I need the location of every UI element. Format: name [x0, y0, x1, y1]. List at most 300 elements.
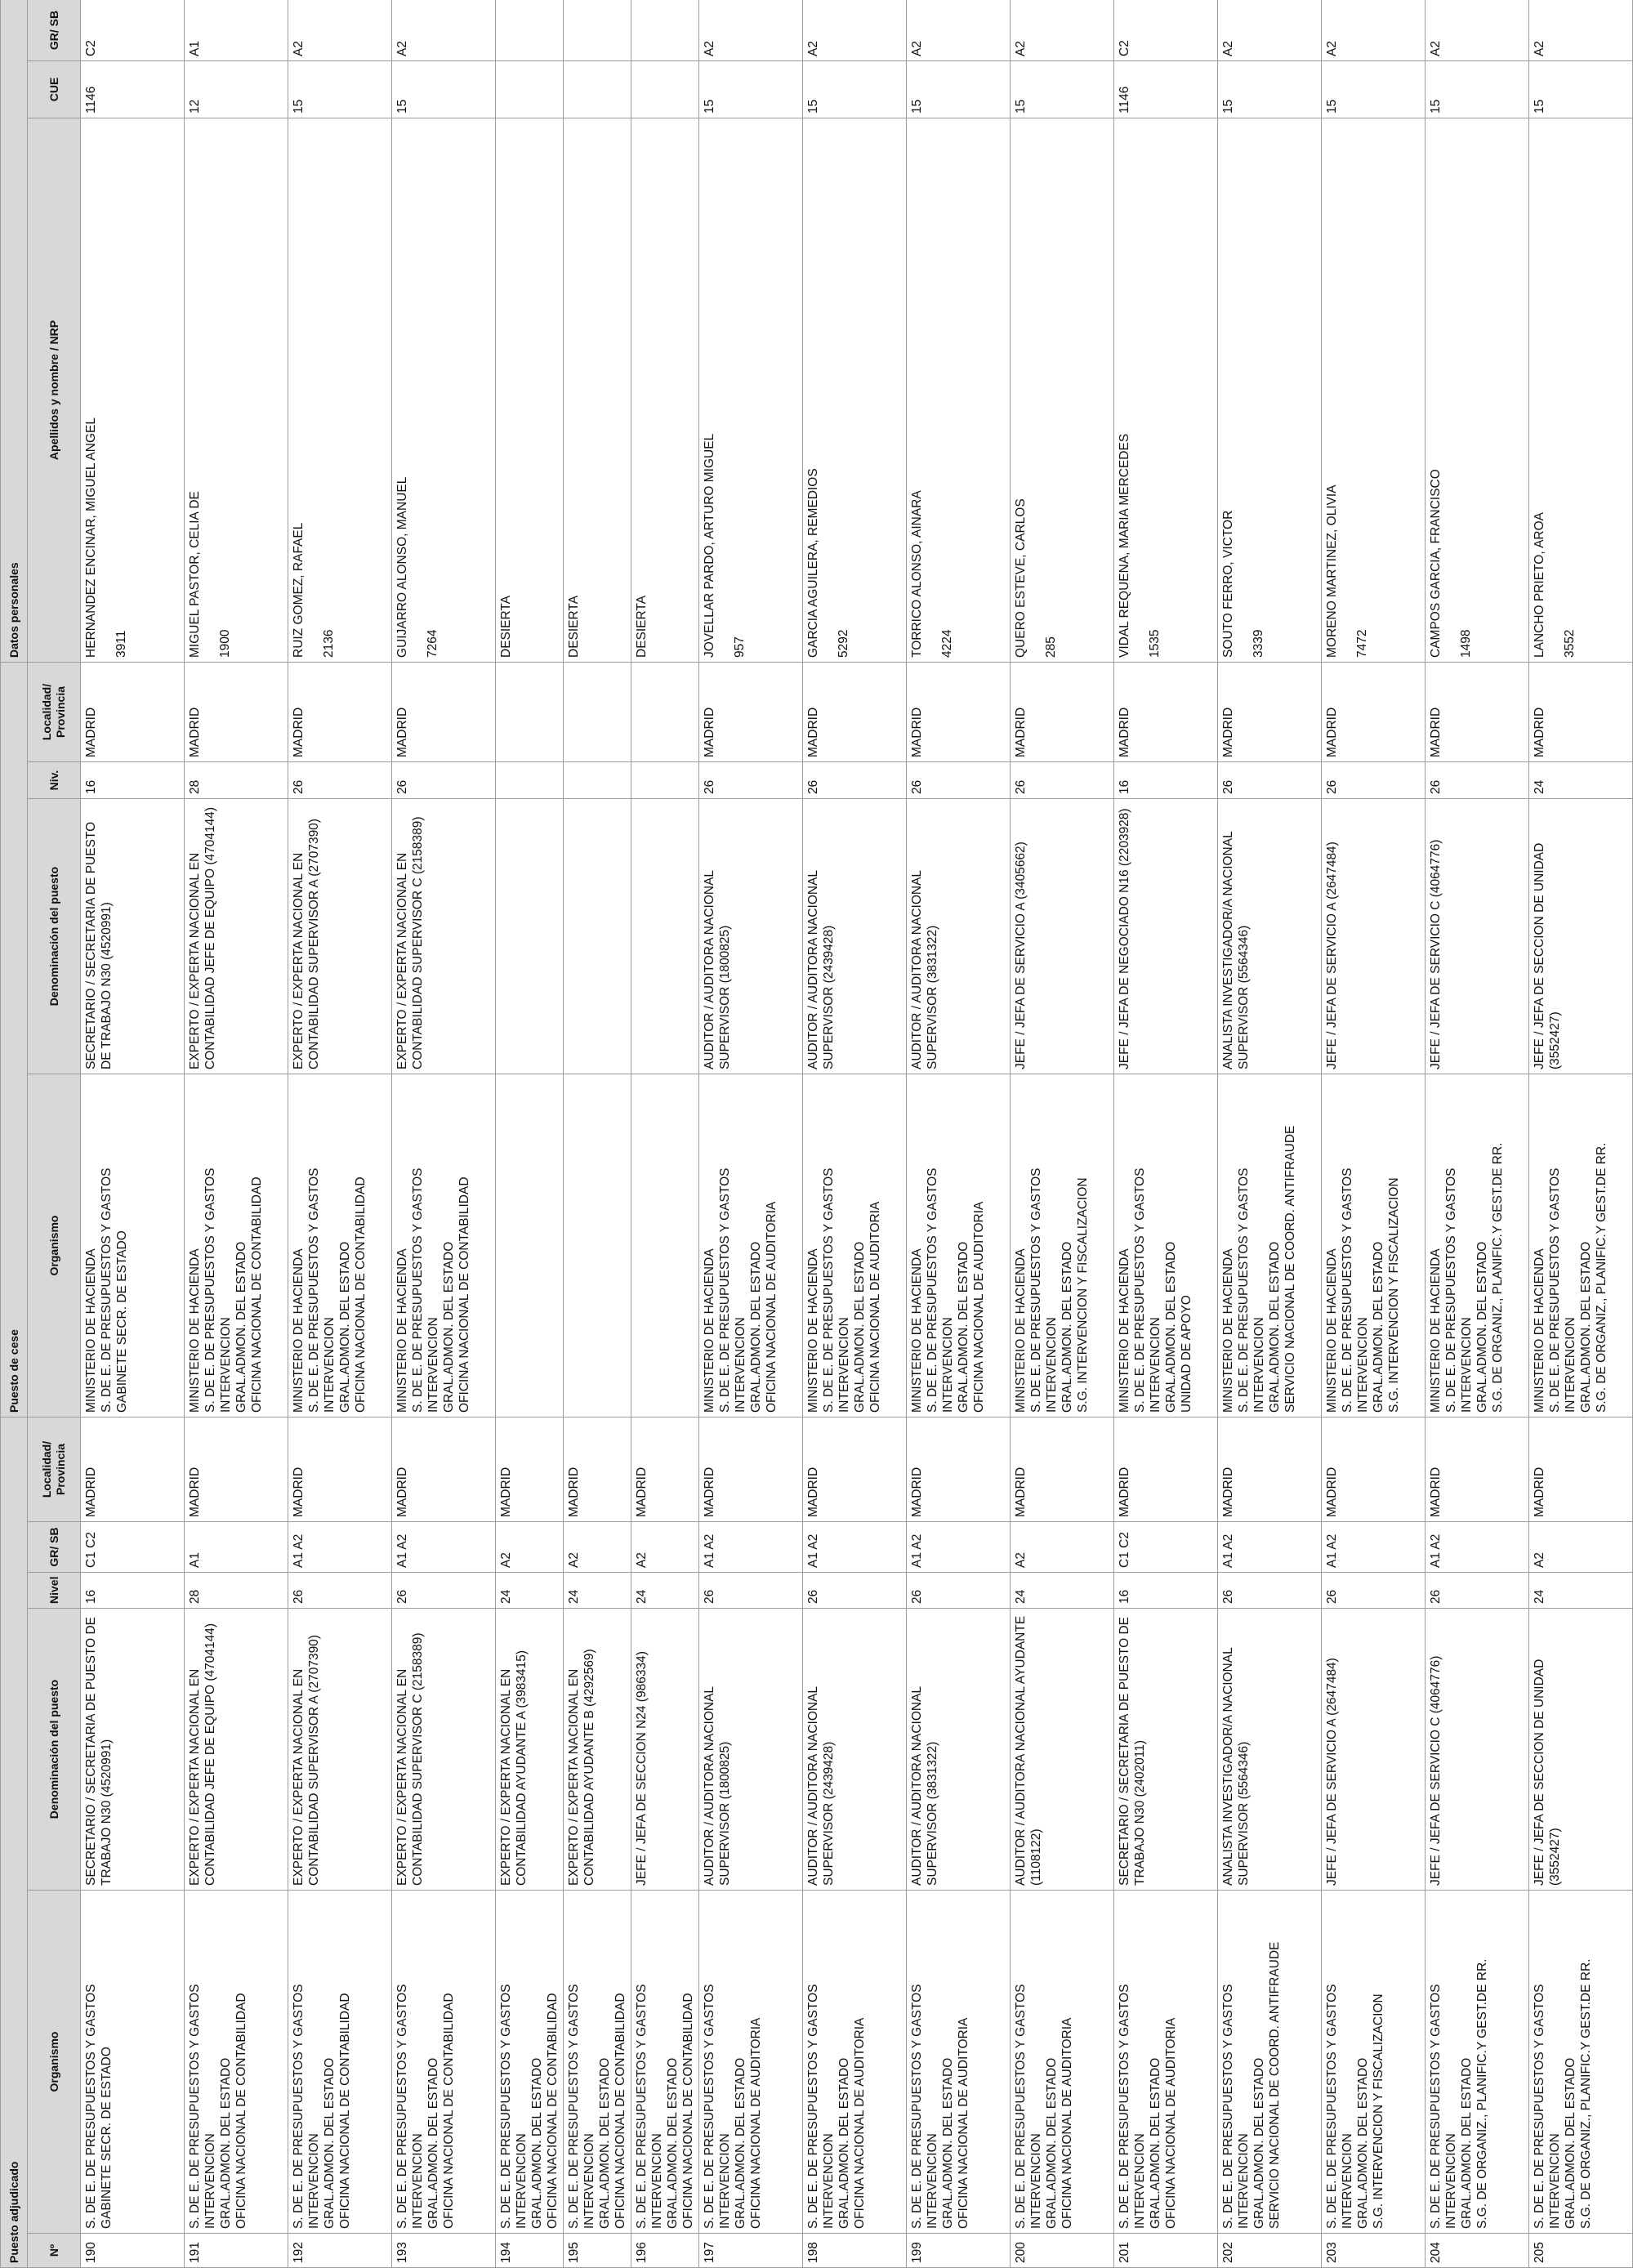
cese-niv-cell: 16: [81, 762, 185, 799]
table-row: [907, 0, 1011, 2268]
col-nivel: Nivel: [28, 1573, 81, 1609]
column-header-row: [28, 0, 81, 2268]
organismo-cell-line: OFICINA NACIONAL DE AUDITORIA: [1060, 2017, 1074, 2229]
person-name: LANCHO PRIETO, AROA: [1533, 511, 1546, 658]
apellidos-cell: [392, 118, 496, 663]
organismo-cell-line: S. DE E. DE PRESUPUESTOS Y GASTOS INTERVENCION: [910, 1984, 939, 2229]
cese-organismo-cell-line: MINISTERIO DE HACIENDA: [188, 1248, 202, 1413]
cue-cell: 15: [288, 61, 392, 118]
cese-denominacion-cell: JEFE / JEFA DE NEGOCIADO N16 (2203928): [1114, 799, 1218, 1074]
cese-organismo-cell: [496, 1074, 564, 1418]
row-num: 192: [288, 2234, 392, 2268]
row-num: 200: [1011, 2234, 1114, 2268]
person-name: JOVELLAR PARDO, ARTURO MIGUEL: [703, 433, 716, 658]
nivel-cell: 24: [496, 1573, 564, 1609]
person-name: HERNANDEZ ENCINAR, MIGUEL ANGEL: [84, 417, 98, 658]
row-num: 205: [1529, 2234, 1633, 2268]
cese-organismo-cell-line: S. DE E. DE PRESUPUESTOS Y GASTOS INTERVENCION: [1237, 1167, 1266, 1413]
cese-organismo-cell-line: MINISTERIO DE HACIENDA: [84, 1248, 98, 1413]
cue-cell: 15: [1322, 61, 1426, 118]
apellidos-cell: [288, 118, 392, 663]
group-cese: Puesto de cese: [1, 663, 28, 1418]
cese-niv-cell: 26: [907, 762, 1011, 799]
cese-gr-sb-cell: A2: [803, 0, 907, 61]
organismo-cell-line: OFICINA NACIONAL DE CONTABILIDAD: [442, 1993, 456, 2229]
cese-organismo-cell-line: UNIDAD DE APOYO: [1180, 1295, 1194, 1413]
cese-organismo-cell-line: MINISTERIO DE HACIENDA: [1325, 1248, 1339, 1413]
col-cese-gr-sb: GR/ SB: [28, 0, 81, 61]
col-apellidos: Apellidos y nombre / NRP: [28, 118, 81, 663]
organismo-cell: [1529, 1891, 1633, 2234]
table-row: [496, 0, 564, 2268]
cese-organismo-cell-line: S. DE E. DE PRESUPUESTOS Y GASTOS INTERVENCION: [411, 1167, 440, 1413]
group-header-row: [1, 0, 28, 2268]
row-num: 197: [699, 2234, 803, 2268]
denominacion-cell: EXPERTO / EXPERTA NACIONAL EN CONTABILIDAD AYUDANTE A (3983415): [496, 1609, 564, 1891]
row-num: 190: [81, 2234, 185, 2268]
cese-denominacion-cell: JEFE / JEFA DE SERVICIO A (2647484): [1322, 799, 1426, 1074]
gr-sb-cell: A2: [631, 1522, 699, 1573]
cese-organismo-cell-line: S.G. INTERVENCION Y FISCALIZACION: [1387, 1177, 1401, 1413]
organismo-cell-line: GABINETE SECR. DE ESTADO: [100, 2047, 114, 2229]
organismo-cell: [564, 1891, 631, 2234]
person-name: DESIERTA: [499, 595, 513, 658]
apellidos-cell: [907, 118, 1011, 663]
organismo-cell-line: S. DE E. DE PRESUPUESTOS Y GASTOS INTERVENCION: [1014, 1984, 1043, 2229]
cese-localidad-cell: MADRID: [1114, 663, 1218, 762]
cese-niv-cell: 26: [392, 762, 496, 799]
col-cese-niv: Niv.: [28, 762, 81, 799]
cese-localidad-cell: [564, 663, 631, 762]
person-nrp: 3552: [1563, 629, 1577, 658]
organismo-cell-line: S. DE E. DE PRESUPUESTOS Y GASTOS INTERVENCION: [806, 1984, 836, 2229]
cese-localidad-cell: MADRID: [1426, 663, 1529, 762]
localidad-cell: MADRID: [1529, 1418, 1633, 1522]
cese-organismo-cell-line: GRAL.ADMON. DEL ESTADO: [1164, 1241, 1178, 1413]
cese-organismo-cell-line: MINISTERIO DE HACIENDA: [703, 1248, 716, 1413]
localidad-cell: MADRID: [392, 1418, 496, 1522]
organismo-cell-line: S. DE E. DE PRESUPUESTOS Y GASTOS INTERVENCION: [292, 1984, 321, 2229]
cese-organismo-cell-line: MINISTERIO DE HACIENDA: [1221, 1248, 1235, 1413]
localidad-cell: MADRID: [288, 1418, 392, 1522]
organismo-cell-line: OFICINA NACIONAL DE AUDITORIA: [957, 2017, 970, 2229]
col-cese-denominacion: Denominación del puesto: [28, 799, 81, 1074]
cese-organismo-cell-line: S. DE E. DE PRESUPUESTOS Y GASTOS INTERVENCION: [1548, 1167, 1577, 1413]
cese-organismo-cell-line: MINISTERIO DE HACIENDA: [1118, 1248, 1131, 1413]
cese-denominacion-cell: [564, 799, 631, 1074]
cese-denominacion-cell: EXPERTO / EXPERTA NACIONAL EN CONTABILIDAD SUPERVISOR C (2158389): [392, 799, 496, 1074]
table-row: [185, 0, 288, 2268]
cese-organismo-cell: [907, 1074, 1011, 1418]
cese-organismo-cell-line: OFICINA NACIONAL DE CONTABILIDAD: [250, 1176, 264, 1413]
organismo-cell: [1426, 1891, 1529, 2234]
cese-organismo-cell-line: S. DE E. DE PRESUPUESTOS Y GASTOS INTERVENCION: [1444, 1167, 1474, 1413]
organismo-cell-line: GRAL.ADMON. DEL ESTADO: [530, 2057, 544, 2229]
organismo-cell: [907, 1891, 1011, 2234]
cue-cell: 15: [803, 61, 907, 118]
person-name: DESIERTA: [635, 595, 649, 658]
apellidos-cell: [1322, 118, 1426, 663]
gr-sb-cell: C1 C2: [1114, 1522, 1218, 1573]
localidad-cell: MADRID: [81, 1418, 185, 1522]
cue-cell: 15: [1218, 61, 1322, 118]
organismo-cell-line: OFICINA NACIONAL DE CONTABILIDAD: [338, 1993, 352, 2229]
person-nrp: 3911: [114, 630, 128, 658]
nivel-cell: 24: [1529, 1573, 1633, 1609]
cese-niv-cell: [631, 762, 699, 799]
organismo-cell-line: GRAL.ADMON. DEL ESTADO: [1460, 2057, 1474, 2229]
cese-localidad-cell: MADRID: [907, 663, 1011, 762]
cese-gr-sb-cell: C2: [1114, 0, 1218, 61]
cese-organismo-cell: [1218, 1074, 1322, 1418]
organismo-cell-line: GRAL.ADMON. DEL ESTADO: [941, 2057, 955, 2229]
localidad-cell: MADRID: [699, 1418, 803, 1522]
denominacion-cell: ANALISTA INVESTIGADOR/A NACIONAL SUPERVISOR (5564346): [1218, 1609, 1322, 1891]
apellidos-cell: [631, 118, 699, 663]
cese-gr-sb-cell: [631, 0, 699, 61]
cese-organismo-cell: [803, 1074, 907, 1418]
cese-gr-sb-cell: A2: [907, 0, 1011, 61]
col-organismo: Organismo: [28, 1891, 81, 2234]
cese-niv-cell: [496, 762, 564, 799]
cese-niv-cell: 26: [699, 762, 803, 799]
person-nrp: 5292: [837, 629, 850, 658]
cese-gr-sb-cell: A2: [392, 0, 496, 61]
cese-denominacion-cell: AUDITOR / AUDITORA NACIONAL SUPERVISOR (3831322): [907, 799, 1011, 1074]
cese-organismo-cell-line: MINISTERIO DE HACIENDA: [395, 1248, 409, 1413]
nivel-cell: 26: [288, 1573, 392, 1609]
denominacion-cell: AUDITOR / AUDITORA NACIONAL AYUDANTE (1108122): [1011, 1609, 1114, 1891]
cue-cell: 15: [699, 61, 803, 118]
cese-denominacion-cell: SECRETARIO / SECRETARIA DE PUESTO DE TRABAJO N30 (4520991): [81, 799, 185, 1074]
person-name: GARCIA AGUILERA, REMEDIOS: [806, 468, 820, 658]
apellidos-cell: [1011, 118, 1114, 663]
cue-cell: [564, 61, 631, 118]
apellidos-cell: [564, 118, 631, 663]
person-nrp: 7472: [1355, 629, 1369, 658]
denominacion-cell: AUDITOR / AUDITORA NACIONAL SUPERVISOR (3831322): [907, 1609, 1011, 1891]
cue-cell: 15: [1529, 61, 1633, 118]
gr-sb-cell: A1 A2: [288, 1522, 392, 1573]
organismo-cell: [81, 1891, 185, 2234]
cese-organismo-cell-line: MINISTERIO DE HACIENDA: [1533, 1248, 1546, 1413]
organismo-cell: [699, 1891, 803, 2234]
cese-organismo-cell-line: OFICINA NACIONAL DE AUDITORIA: [868, 1201, 882, 1413]
organismo-cell-line: S. DE E. DE PRESUPUESTOS Y GASTOS INTERVENCION: [395, 1984, 425, 2229]
cese-localidad-cell: MADRID: [185, 663, 288, 762]
table-row: [1322, 0, 1426, 2268]
cese-organismo-cell-line: GRAL.ADMON. DEL ESTADO: [957, 1241, 970, 1413]
cese-organismo-cell: [699, 1074, 803, 1418]
row-num: 203: [1322, 2234, 1426, 2268]
cue-cell: 15: [907, 61, 1011, 118]
cese-organismo-cell-line: MINISTERIO DE HACIENDA: [292, 1248, 306, 1413]
gr-sb-cell: A1 A2: [392, 1522, 496, 1573]
cese-organismo-cell: [1426, 1074, 1529, 1418]
row-num: 198: [803, 2234, 907, 2268]
person-name: RUIZ GOMEZ, RAFAEL: [292, 522, 306, 658]
gr-sb-cell: A2: [564, 1522, 631, 1573]
organismo-cell-line: S. DE E. DE PRESUPUESTOS Y GASTOS: [84, 1984, 98, 2229]
cese-niv-cell: [564, 762, 631, 799]
cese-niv-cell: 26: [288, 762, 392, 799]
group-adjudicado: Puesto adjudicado: [1, 1418, 28, 2268]
cese-organismo-cell-line: GRAL.ADMON. DEL ESTADO: [338, 1241, 352, 1413]
denominacion-cell: JEFE / JEFA DE SERVICIO C (4064776): [1426, 1609, 1529, 1891]
cese-organismo-cell-line: S.G. DE ORGANIZ., PLANIFIC.Y GEST.DE RR.: [1491, 1142, 1505, 1413]
cese-gr-sb-cell: A1: [185, 0, 288, 61]
person-nrp: 4224: [940, 629, 954, 658]
person-nrp: 1535: [1148, 629, 1162, 658]
denominacion-cell: SECRETARIO / SECRETARIA DE PUESTO DE TRABAJO N30 (4520991): [81, 1609, 185, 1891]
cese-niv-cell: 28: [185, 762, 288, 799]
cese-organismo-cell-line: S. DE E. DE PRESUPUESTOS Y GASTOS INTERVENCION: [926, 1167, 955, 1413]
person-name: TORRICO ALONSO, AINARA: [910, 490, 924, 658]
cese-organismo-cell-line: GRAL.ADMON. DEL ESTADO: [1579, 1241, 1593, 1413]
localidad-cell: MADRID: [564, 1418, 631, 1522]
cese-organismo-cell-line: MINISTERIO DE HACIENDA: [910, 1248, 924, 1413]
cese-organismo-cell-line: S.G. INTERVENCION Y FISCALIZACION: [1076, 1177, 1090, 1413]
cese-organismo-cell: [288, 1074, 392, 1418]
apellidos-cell: [803, 118, 907, 663]
cese-localidad-cell: MADRID: [803, 663, 907, 762]
person-nrp: 285: [1044, 636, 1058, 658]
cese-organismo-cell-line: GRAL.ADMON. DEL ESTADO: [749, 1241, 763, 1413]
cese-gr-sb-cell: A2: [1426, 0, 1529, 61]
row-num: 199: [907, 2234, 1011, 2268]
cese-organismo-cell-line: S. DE E. DE PRESUPUESTOS Y GASTOS INTERVENCION: [822, 1167, 851, 1413]
cese-organismo-cell: [185, 1074, 288, 1418]
gr-sb-cell: A1 A2: [803, 1522, 907, 1573]
cese-localidad-cell: [631, 663, 699, 762]
cese-gr-sb-cell: [496, 0, 564, 61]
col-num: Nº: [28, 2234, 81, 2268]
nivel-cell: 24: [1011, 1573, 1114, 1609]
cese-localidad-cell: MADRID: [1322, 663, 1426, 762]
group-personales: Datos personales: [1, 0, 28, 663]
localidad-cell: MADRID: [803, 1418, 907, 1522]
organismo-cell-line: S. DE E. DE PRESUPUESTOS Y GASTOS INTERVENCION: [499, 1984, 529, 2229]
localidad-cell: MADRID: [631, 1418, 699, 1522]
nivel-cell: 26: [1218, 1573, 1322, 1609]
cese-organismo-cell-line: OFICINA NACIONAL DE AUDITORIA: [972, 1201, 986, 1413]
cese-localidad-cell: MADRID: [81, 663, 185, 762]
organismo-cell-line: GRAL.ADMON. DEL ESTADO: [323, 2057, 337, 2229]
person-name: VIDAL REQUENA, MARIA MERCEDES: [1118, 433, 1131, 658]
organismo-cell-line: S. DE E. DE PRESUPUESTOS Y GASTOS INTERVENCION: [1221, 1984, 1251, 2229]
organismo-cell-line: OFICINA NACIONAL DE CONTABILIDAD: [546, 1993, 560, 2229]
organismo-cell-line: S.G. DE ORGANIZ., PLANIFIC.Y GEST.DE RR.: [1579, 1958, 1593, 2229]
cese-organismo-cell-line: OFICINA NACIONAL DE CONTABILIDAD: [354, 1176, 368, 1413]
table-row: [699, 0, 803, 2268]
organismo-cell-line: GRAL.ADMON. DEL ESTADO: [1564, 2057, 1577, 2229]
organismo-cell-line: GRAL.ADMON. DEL ESTADO: [598, 2057, 612, 2229]
cese-organismo-cell: [631, 1074, 699, 1418]
cue-cell: 12: [185, 61, 288, 118]
cese-organismo-cell-line: SERVICIO NACIONAL DE COORD. ANTIFRAUDE: [1283, 1125, 1297, 1413]
person-nrp: 1498: [1459, 629, 1473, 658]
person-name: MORENO MARTINEZ, OLIVIA: [1325, 484, 1339, 658]
table-row: [1011, 0, 1114, 2268]
localidad-cell: MADRID: [1426, 1418, 1529, 1522]
cese-gr-sb-cell: A2: [1011, 0, 1114, 61]
gr-sb-cell: A2: [1011, 1522, 1114, 1573]
cese-organismo-cell-line: S. DE E. DE PRESUPUESTOS Y GASTOS INTERVENCION: [307, 1167, 337, 1413]
cese-localidad-cell: MADRID: [1529, 663, 1633, 762]
nivel-cell: 26: [1322, 1573, 1426, 1609]
cese-denominacion-cell: EXPERTO / EXPERTA NACIONAL EN CONTABILIDAD SUPERVISOR A (2707390): [288, 799, 392, 1074]
col-gr-sb: GR/ SB: [28, 1522, 81, 1573]
cese-niv-cell: 16: [1114, 762, 1218, 799]
person-nrp: 7264: [426, 629, 439, 658]
cese-organismo-cell-line: GRAL.ADMON. DEL ESTADO: [442, 1241, 456, 1413]
denominacion-cell: EXPERTO / EXPERTA NACIONAL EN CONTABILIDAD SUPERVISOR A (2707390): [288, 1609, 392, 1891]
organismo-cell: [392, 1891, 496, 2234]
apellidos-cell: [1114, 118, 1218, 663]
nivel-cell: 26: [803, 1573, 907, 1609]
organismo-cell-line: S. DE E. DE PRESUPUESTOS Y GASTOS INTERVENCION: [703, 1984, 732, 2229]
col-cue: CUE: [28, 61, 81, 118]
localidad-cell: MADRID: [185, 1418, 288, 1522]
gr-sb-cell: A1 A2: [1426, 1522, 1529, 1573]
cue-cell: 15: [1426, 61, 1529, 118]
gr-sb-cell: A1 A2: [1322, 1522, 1426, 1573]
apellidos-cell: [185, 118, 288, 663]
cese-gr-sb-cell: A2: [1218, 0, 1322, 61]
organismo-cell-line: S. DE E. DE PRESUPUESTOS Y GASTOS INTERVENCION: [1429, 1984, 1458, 2229]
cese-gr-sb-cell: A2: [1322, 0, 1426, 61]
organismo-cell-line: GRAL.ADMON. DEL ESTADO: [426, 2057, 440, 2229]
person-name: QUERO ESTEVE, CARLOS: [1014, 498, 1028, 658]
cese-niv-cell: 26: [803, 762, 907, 799]
organismo-cell-line: S. DE E. DE PRESUPUESTOS Y GASTOS INTERVENCION: [567, 1984, 596, 2229]
organismo-cell-line: OFICINA NACIONAL DE CONTABILIDAD: [234, 1993, 248, 2229]
table-body: [81, 0, 1633, 2268]
cese-localidad-cell: MADRID: [288, 663, 392, 762]
organismo-cell: [496, 1891, 564, 2234]
cese-organismo-cell: [1322, 1074, 1426, 1418]
cese-organismo-cell: [564, 1074, 631, 1418]
cese-niv-cell: 26: [1426, 762, 1529, 799]
cese-organismo-cell-line: MINISTERIO DE HACIENDA: [806, 1248, 820, 1413]
cese-localidad-cell: MADRID: [1011, 663, 1114, 762]
row-num: 195: [564, 2234, 631, 2268]
denominacion-cell: EXPERTO / EXPERTA NACIONAL EN CONTABILIDAD SUPERVISOR C (2158389): [392, 1609, 496, 1891]
organismo-cell-line: S. DE E. DE PRESUPUESTOS Y GASTOS INTERVENCION: [1118, 1984, 1147, 2229]
cese-localidad-cell: [496, 663, 564, 762]
nivel-cell: 26: [392, 1573, 496, 1609]
row-num: 191: [185, 2234, 288, 2268]
person-name: MIGUEL PASTOR, CELIA DE: [188, 491, 202, 658]
nivel-cell: 24: [564, 1573, 631, 1609]
cese-gr-sb-cell: A2: [699, 0, 803, 61]
person-nrp: 1900: [218, 629, 232, 658]
row-num: 196: [631, 2234, 699, 2268]
table-row: [631, 0, 699, 2268]
table-row: [392, 0, 496, 2268]
person-name: SOUTO FERRO, VICTOR: [1221, 510, 1235, 658]
person-nrp: 3339: [1252, 629, 1265, 658]
denominacion-cell: SECRETARIO / SECRETARIA DE PUESTO DE TRABAJO N30 (2402011): [1114, 1609, 1218, 1891]
table-row: [288, 0, 392, 2268]
organismo-cell: [1114, 1891, 1218, 2234]
cese-denominacion-cell: JEFE / JEFA DE SERVICIO A (3405662): [1011, 799, 1114, 1074]
cese-gr-sb-cell: [564, 0, 631, 61]
cese-niv-cell: 24: [1529, 762, 1633, 799]
apellidos-cell: [1529, 118, 1633, 663]
organismo-cell-line: S.G. INTERVENCION Y FISCALIZACION: [1372, 1993, 1385, 2229]
row-num: 193: [392, 2234, 496, 2268]
cese-denominacion-cell: [631, 799, 699, 1074]
organismo-cell: [1322, 1891, 1426, 2234]
denominacion-cell: EXPERTO / EXPERTA NACIONAL EN CONTABILIDAD JEFE DE EQUIPO (4704144): [185, 1609, 288, 1891]
gr-sb-cell: C1 C2: [81, 1522, 185, 1573]
organismo-cell-line: OFICINA NACIONAL DE AUDITORIA: [749, 2017, 763, 2229]
person-name: GUIJARRO ALONSO, MANUEL: [395, 476, 409, 658]
cese-organismo-cell-line: S. DE E. DE PRESUPUESTOS Y GASTOS INTERVENCION: [1029, 1167, 1059, 1413]
cese-organismo-cell: [81, 1074, 185, 1418]
gr-sb-cell: A1 A2: [907, 1522, 1011, 1573]
organismo-cell-line: S. DE E. DE PRESUPUESTOS Y GASTOS INTERVENCION: [1325, 1984, 1354, 2229]
apellidos-cell: [1426, 118, 1529, 663]
cese-organismo-cell: [1011, 1074, 1114, 1418]
denominacion-cell: AUDITOR / AUDITORA NACIONAL SUPERVISOR (1800825): [699, 1609, 803, 1891]
table-row: [1114, 0, 1218, 2268]
organismo-cell: [631, 1891, 699, 2234]
organismo-cell: [185, 1891, 288, 2234]
cese-organismo-cell-line: S. DE E. DE PRESUPUESTOS Y GASTOS INTERVENCION: [203, 1167, 233, 1413]
localidad-cell: MADRID: [907, 1418, 1011, 1522]
organismo-cell: [288, 1891, 392, 2234]
localidad-cell: MADRID: [1011, 1418, 1114, 1522]
person-nrp: 957: [733, 636, 747, 658]
organismo-cell-line: SERVICIO NACIONAL DE COORD. ANTIFRAUDE: [1268, 1941, 1282, 2229]
denominacion-cell: JEFE / JEFA DE SECCION DE UNIDAD (3552427): [1529, 1609, 1633, 1891]
cese-denominacion-cell: AUDITOR / AUDITORA NACIONAL SUPERVISOR (1800825): [699, 799, 803, 1074]
cese-organismo-cell-line: GRAL.ADMON. DEL ESTADO: [234, 1241, 248, 1413]
gr-sb-cell: A1: [185, 1522, 288, 1573]
organismo-cell-line: S.G. DE ORGANIZ., PLANIFIC.Y GEST.DE RR.: [1475, 1958, 1489, 2229]
organismo-cell-line: S. DE E. DE PRESUPUESTOS Y GASTOS INTERVENCION: [1533, 1984, 1562, 2229]
gr-sb-cell: A2: [1529, 1522, 1633, 1573]
col-cese-localidad: Localidad/ Provincia: [28, 663, 81, 762]
organismo-cell-line: OFICINA NACIONAL DE CONTABILIDAD: [681, 1993, 695, 2229]
apellidos-cell: [699, 118, 803, 663]
cese-niv-cell: 26: [1322, 762, 1426, 799]
cese-gr-sb-cell: C2: [81, 0, 185, 61]
nivel-cell: 26: [1426, 1573, 1529, 1609]
nivel-cell: 24: [631, 1573, 699, 1609]
cese-organismo-cell-line: GRAL.ADMON. DEL ESTADO: [1060, 1241, 1074, 1413]
localidad-cell: MADRID: [496, 1418, 564, 1522]
cue-cell: 1146: [81, 61, 185, 118]
gr-sb-cell: A1 A2: [699, 1522, 803, 1573]
denominacion-cell: AUDITOR / AUDITORA NACIONAL SUPERVISOR (2439428): [803, 1609, 907, 1891]
cese-gr-sb-cell: A2: [288, 0, 392, 61]
col-cese-organismo: Organismo: [28, 1074, 81, 1418]
person-nrp: 2136: [322, 629, 336, 658]
table-row: [1426, 0, 1529, 2268]
cue-cell: 1146: [1114, 61, 1218, 118]
organismo-cell-line: OFICINA NACIONAL DE CONTABILIDAD: [613, 1993, 627, 2229]
organismo-cell-line: GRAL.ADMON. DEL ESTADO: [1149, 2057, 1162, 2229]
cese-organismo-cell-line: MINISTERIO DE HACIENDA: [1014, 1248, 1028, 1413]
organismo-cell-line: GRAL.ADMON. DEL ESTADO: [1356, 2057, 1370, 2229]
organismo-cell: [1218, 1891, 1322, 2234]
organismo-cell-line: GRAL.ADMON. DEL ESTADO: [219, 2057, 233, 2229]
cese-organismo-cell-line: GRAL.ADMON. DEL ESTADO: [1372, 1241, 1385, 1413]
row-num: 204: [1426, 2234, 1529, 2268]
